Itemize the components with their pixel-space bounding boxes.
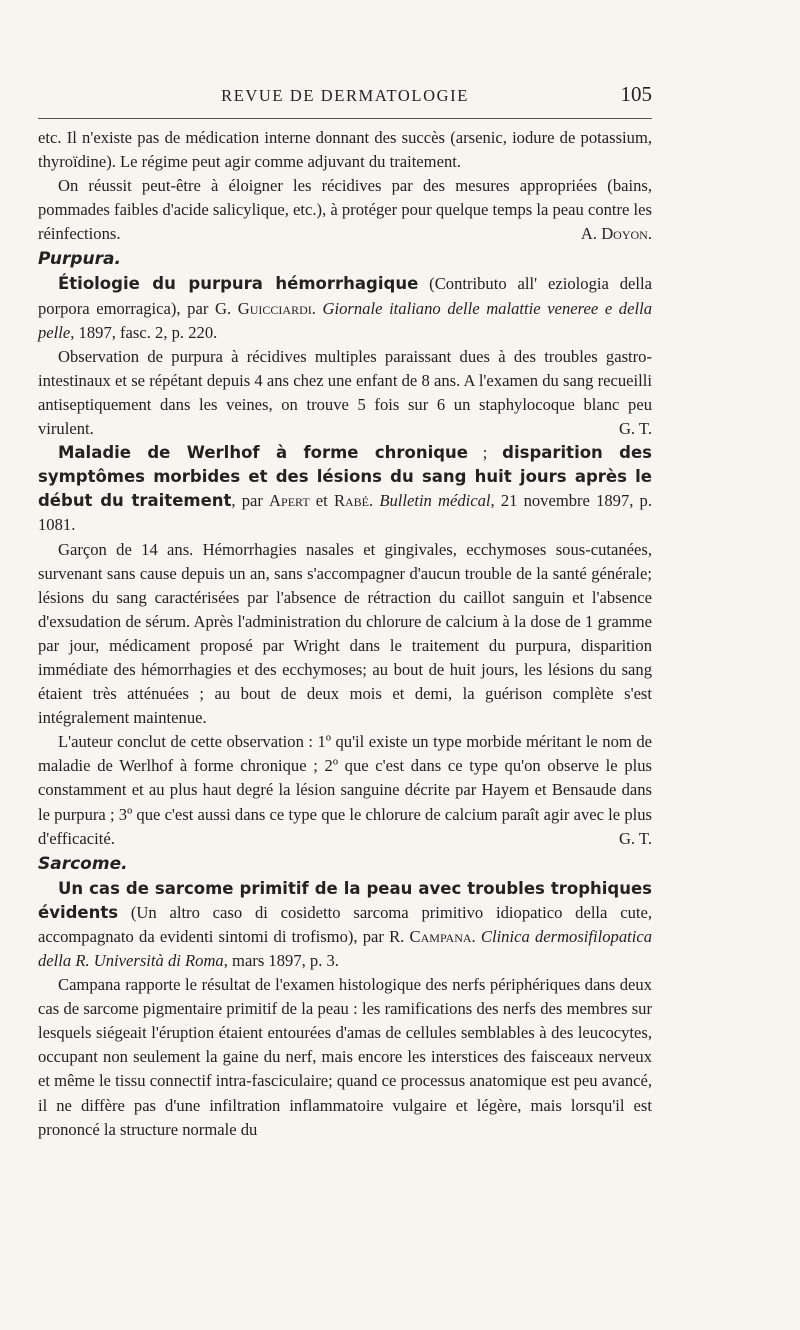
author-name: Rabé [333, 491, 370, 511]
header-rule [38, 118, 652, 119]
page-number: 105 [620, 82, 652, 106]
journal-title: Giornale italiano delle malattie veneree e della pelle [38, 298, 652, 342]
author-name: Apert [269, 491, 310, 511]
signature: G. T. [618, 828, 652, 848]
signature: A. Doyon. [580, 224, 652, 244]
section-heading-sarcome: Sarcome. [38, 853, 128, 874]
article-title: disparition des symptômes morbides et des lésions du sang huit jours après le début du traitement [38, 443, 652, 511]
journal-title: Clinica dermosifilopatica della R. Università di Roma [38, 926, 653, 970]
article-reference: Étiologie du purpura hémorrhagique (Contributo all' eziologia della porpora emorragica), par G. Guicciardi. Giornale italiano delle malattie veneree e della pelle, 1897, fasc. 2, p. 220. [38, 274, 653, 342]
page-body [38, 126, 652, 1142]
section-heading-purpura: Purpura. [38, 249, 121, 270]
article-body: Observation de purpura à récidives multiples paraissant dues à des troubles gastro-intestinaux et se répétant depuis 4 ans chez une enfant de 8 ans. A l'examen du sang recueilli antiseptiquement dans les veines, on trouve 5 fois sur 6 un staphylocoque blanc peu virulent. G. T. [38, 345, 652, 441]
article-body: Campana rapporte le résultat de l'examen histologique des nerfs périphériques dans deux cas de sarcome pigmentaire primitif de la peau : les ramifications des nerfs des membres sur lesquels siégeait l'éruption étaient entourées d'amas de cellules semblables à des leucocytes, occupant non seulement la gaine du nerf, mais encore les interstices des faisceaux nerveux et même le tissu connectif intra-fasciculaire; quand ce processus anatomique est peu avancé, il ne diffère pas d'une infiltration inflammatoire vulgaire et légère, mais lorsqu'il est prononcé la structure normale du [38, 975, 652, 1139]
author-name: Guicciardi [237, 298, 312, 318]
journal-title: Bulletin médical [379, 491, 491, 511]
intro-paragraph-1: etc. Il n'existe pas de médication interne donnant des succès (arsenic, iodure de potassium, thyroïdine). Le régime peut agir comme adjuvant du traitement. [38, 128, 652, 172]
signature: G. T. [618, 419, 652, 439]
author-name: Campana [409, 926, 472, 946]
article-title: Un cas de sarcome primitif de la peau avec troubles trophiques évidents [38, 878, 652, 922]
article-reference: Un cas de sarcome primitif de la peau avec troubles trophiques évidents (Un altro caso di cosidetto sarcoma primitivo idiopatico della cute, accompagnato da evidenti sintomi di trofismo), par R. Campana. Clinica dermosifilopatica della R. Università di Roma, mars 1897, p. 3. [38, 878, 653, 970]
article-reference: Maladie de Werlhof à forme chronique ; disparition des symptômes morbides et des lésions du sang huit jours après le début du traitement, par Apert et Rabé. Bulletin médical, 21 novembre 1897, p. 1081. [38, 443, 652, 535]
article-title: Maladie de Werlhof à forme chronique [58, 443, 468, 463]
running-title: REVUE DE DERMATOLOGIE [221, 86, 469, 105]
article-body: L'auteur conclut de cette observation : 1º qu'il existe un type morbide méritant le nom de maladie de Werlhof à forme chronique ; 2º que c'est dans ce type qu'on observe le plus constamment et au plus haut degré la lésion sanguine décrite par Hayem et Bensaude dans le purpura ; 3º que c'est aussi dans ce type que le chlorure de calcium paraît agir avec le plus d'efficacité. G. T. [38, 730, 652, 850]
article-title: Étiologie du purpura hémorrhagique [58, 274, 419, 294]
intro-paragraph-2: On réussit peut-être à éloigner les récidives par des mesures appropriées (bains, pommades faibles d'acide salicylique, etc.), à protéger pour quelque temps la peau contre les réinfections. A. Doyon. [38, 174, 652, 246]
page-header [38, 82, 652, 112]
article-body: Garçon de 14 ans. Hémorrhagies nasales et gingivales, ecchymoses sous-cutanées, survenant sans cause depuis un an, sans s'accompagner d'aucun trouble de la santé générale; lésions du sang caractérisées par l'absence de rétraction du caillot sanguin et l'absence d'exsudation de sérum. Après l'administration du chlorure de calcium à la dose de 1 gramme par jour, médicament proposé par Wright dans le traitement du purpura, disparition immédiate des hémorrhagies et des ecchymoses; au bout de huit jours, les lésions du sang étaient très atténuées ; au bout de deux mois et demi, la guérison complète s'est intégralement maintenue. [38, 539, 652, 728]
